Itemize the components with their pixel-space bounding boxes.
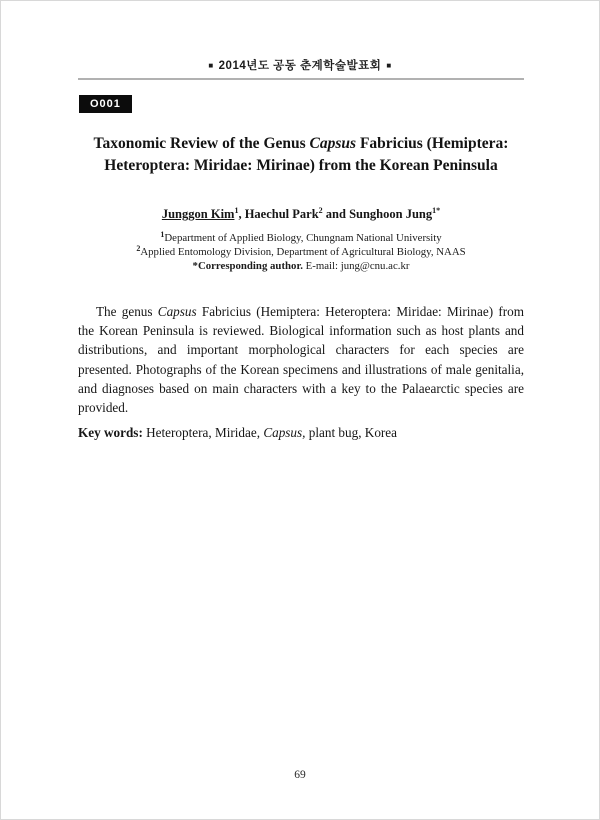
square-bullet-icon: ■ — [386, 61, 392, 70]
keywords-label: Key words: — [78, 425, 143, 440]
affiliation-text: Applied Entomology Division, Department of Agricultural Biology, NAAS — [140, 245, 466, 258]
title-text: Taxonomic Review of the Genus — [93, 135, 310, 152]
corresponding-author-line — [48, 260, 554, 274]
affiliation-line — [48, 243, 554, 260]
author-affiliation-sup: 1 — [234, 206, 239, 215]
author-name: Haechul Park — [244, 207, 319, 221]
author-affiliation-sup: 1* — [432, 206, 441, 215]
author-affiliation-sup: 2 — [318, 206, 323, 215]
author-name: Sunghoon Jung — [349, 207, 433, 221]
affiliation-sup: 1 — [160, 230, 165, 239]
affiliation-sup: 2 — [136, 243, 141, 253]
author-line — [78, 207, 524, 222]
keywords-line — [78, 425, 524, 441]
header-rule — [78, 78, 524, 80]
abstract-paragraph — [78, 302, 524, 417]
keywords-genus-italic: Capsus, — [263, 425, 306, 440]
page-number: 69 — [294, 769, 306, 781]
title-genus-italic: Capsus — [309, 135, 357, 152]
author-name-presenting: Junggon Kim — [161, 207, 235, 221]
presentation-id-badge: O001 — [79, 95, 132, 113]
keywords-text: plant bug, Korea — [305, 425, 398, 440]
paper-title — [63, 133, 539, 177]
corresponding-author-email: E-mail: jung@cnu.ac.kr — [302, 259, 410, 272]
author-separator: and — [322, 207, 350, 221]
corresponding-author-label: *Corresponding author. — [192, 259, 303, 272]
author-separator: , — [238, 207, 245, 221]
title-text: Fabricius (Hemiptera: Heteroptera: Miridae: Mirinae) from the Korean Peninsula — [104, 135, 509, 174]
affiliations-block — [48, 232, 554, 273]
keywords-text: Heteroptera, Miridae, — [142, 425, 264, 440]
running-head-text: 2014년도 공동 춘계학술발표회 — [218, 60, 382, 72]
abstract-genus-italic: Capsus — [157, 304, 197, 319]
abstract-text: The genus — [96, 304, 158, 319]
affiliation-text: Department of Applied Biology, Chungnam National University — [164, 232, 442, 244]
affiliation-line — [48, 232, 554, 246]
running-head — [1, 57, 599, 73]
abstract-text: Fabricius (Hemiptera: Heteroptera: Miridae: Mirinae) from the Korean Peninsula is reviewed. Biological information such as host plants and distributions, and important morphological characters for each species are presented. Photographs of the Korean specimens and illustrations of male genitalia, and diagnoses based on main characters with a key to the Palaearctic species are provided. — [78, 304, 524, 416]
square-bullet-icon: ■ — [208, 61, 214, 70]
